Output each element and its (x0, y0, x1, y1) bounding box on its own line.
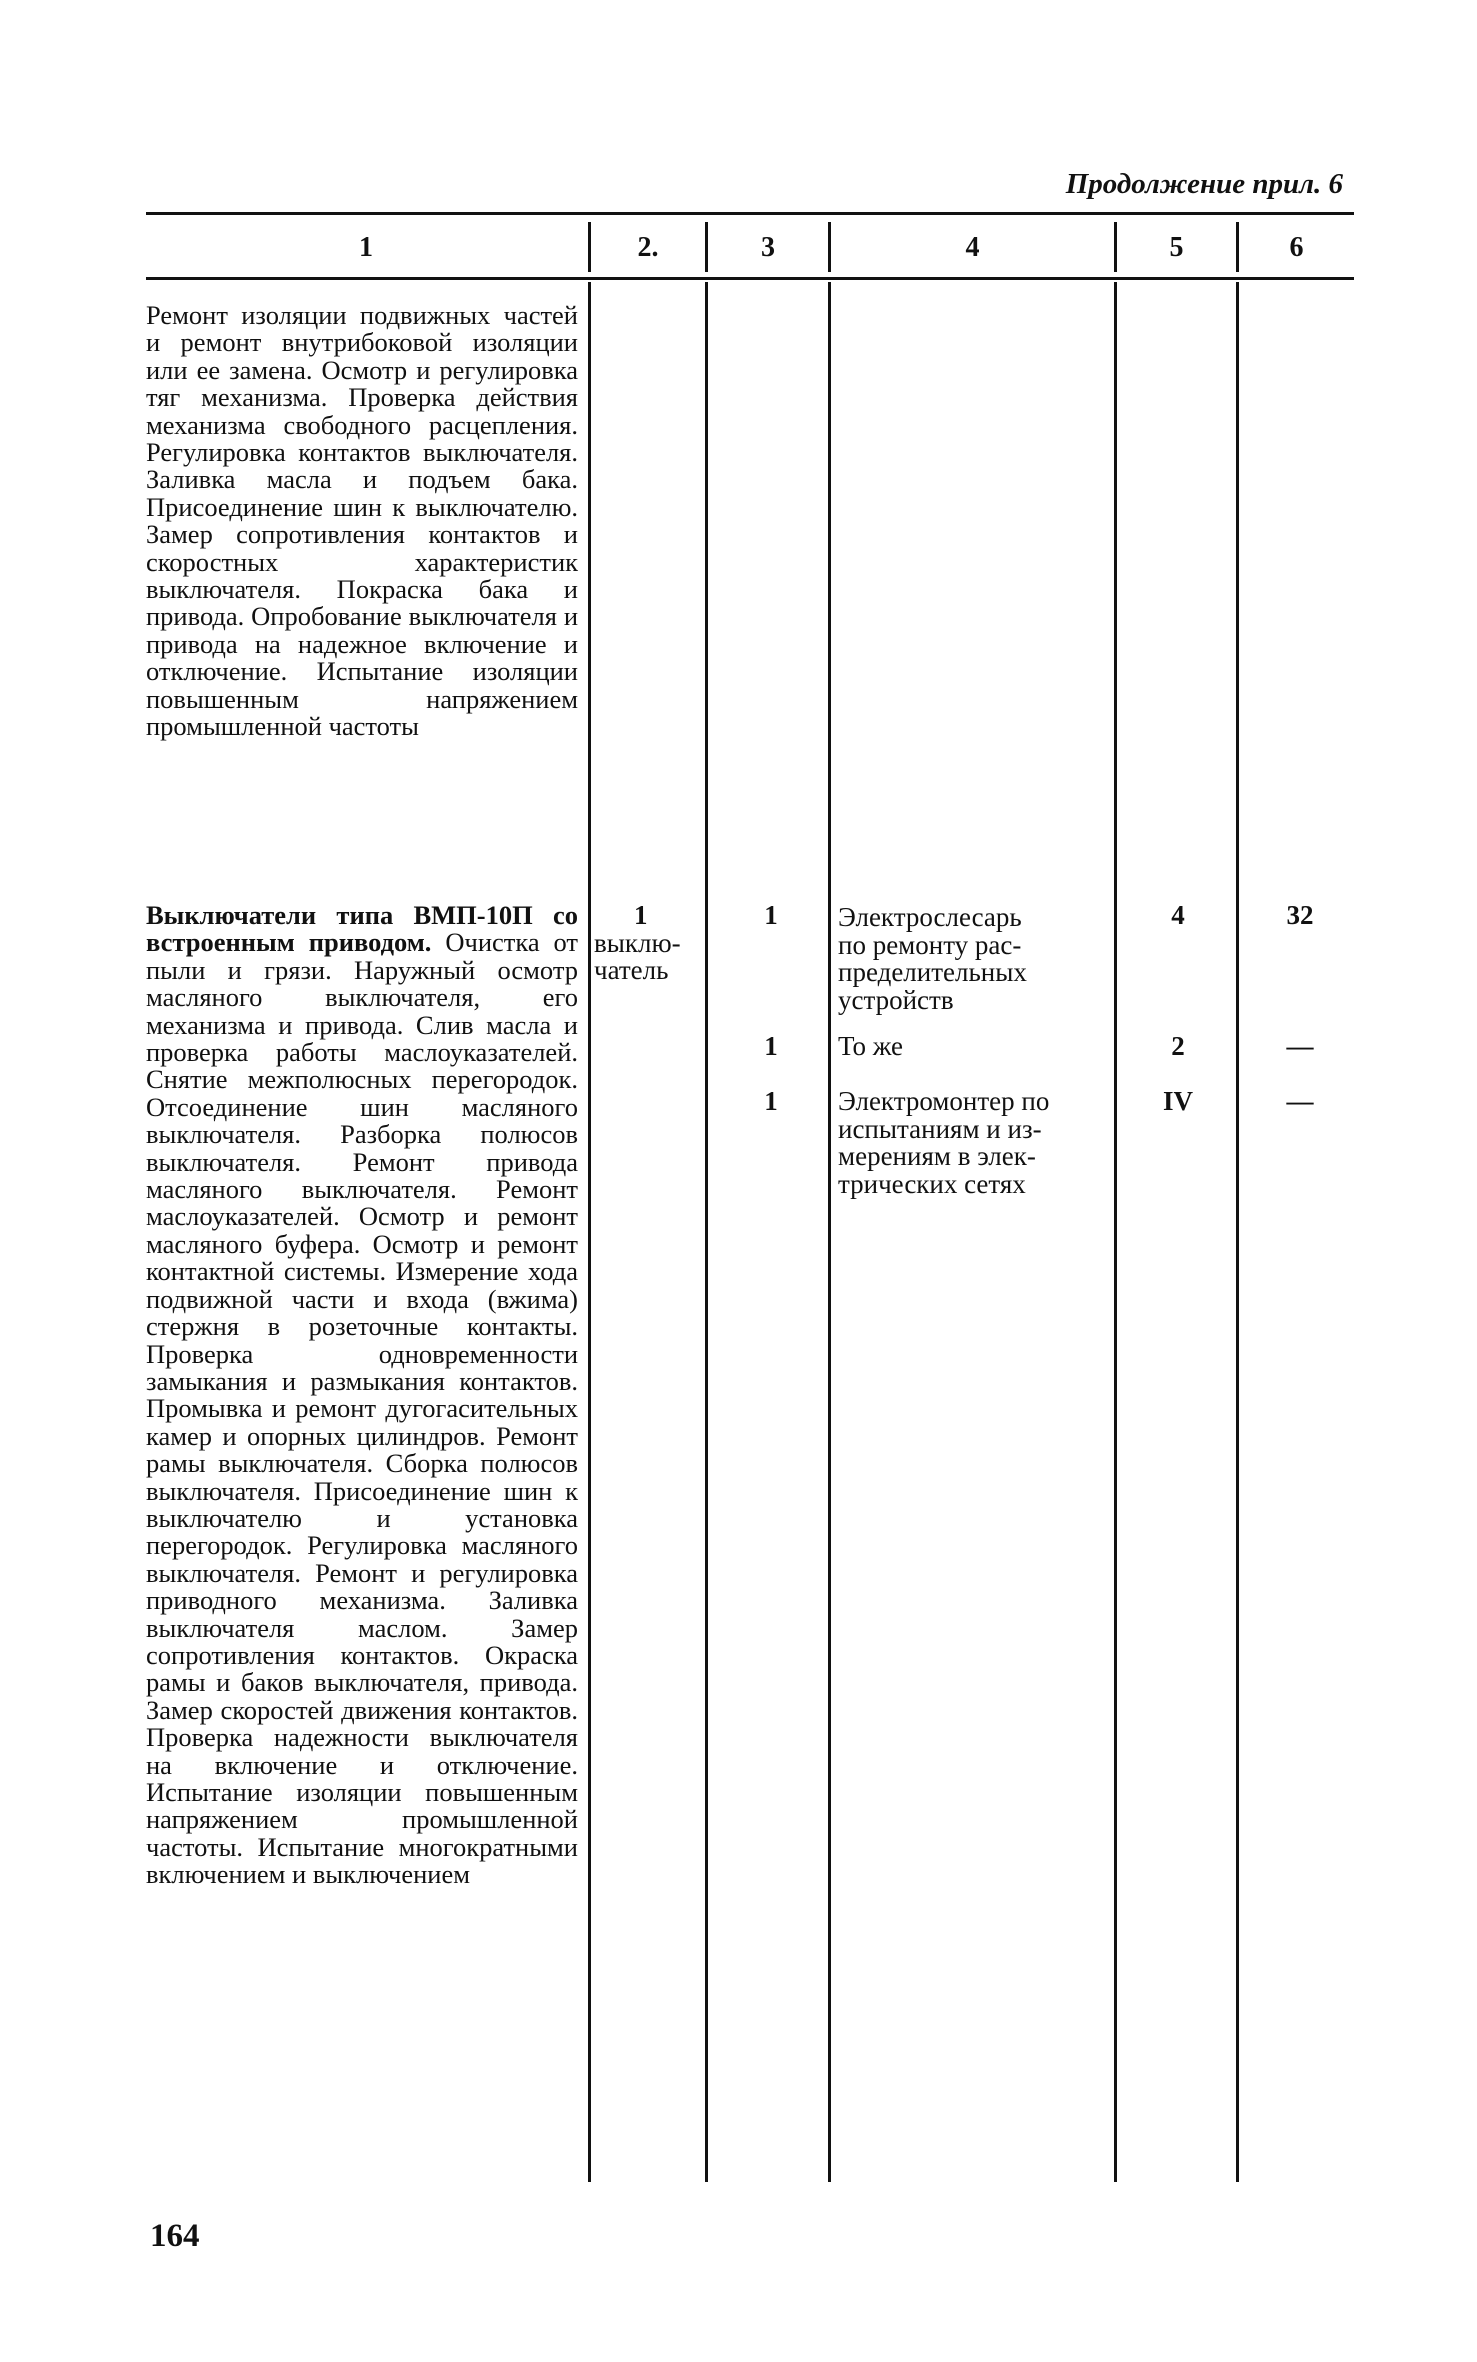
worker-2-grade: 2 (1171, 1031, 1185, 1061)
col-header-4: 4 (965, 232, 980, 263)
worker-1-norm: 32 (1286, 900, 1314, 930)
row2-title: Выключатели типа ВМП-10П со встроенным приводом. (146, 900, 578, 958)
row2-unit-line: 1 (634, 900, 648, 930)
body-rule-3-4 (828, 282, 831, 2182)
col-header-6: 6 (1289, 232, 1304, 263)
body-rule-4-5 (1114, 282, 1117, 2182)
worker-3-grade: IV (1162, 1086, 1193, 1116)
worker-2-count: 1 (764, 1031, 778, 1061)
col-header-5: 5 (1169, 232, 1184, 263)
worker-2-norm: — (1286, 1031, 1314, 1061)
col-header-3: 3 (761, 232, 775, 263)
table-header-rule (146, 277, 1354, 280)
continuation-caption: Продолжение прил. 6 (1065, 168, 1343, 200)
worker-3-norm: — (1286, 1086, 1314, 1116)
worker-1-grade: 4 (1171, 900, 1185, 930)
row2-unit (594, 902, 710, 985)
table-top-rule (146, 212, 1354, 215)
worker-3-count: 1 (764, 1086, 778, 1116)
col-header-1: 1 (359, 232, 373, 263)
page-number: 164 (150, 2218, 200, 2254)
row2-unit-line: чатель (594, 955, 669, 985)
body-rule-5-6 (1236, 282, 1239, 2182)
worker-1-count: 1 (764, 900, 778, 930)
body-rule-1-2 (588, 282, 591, 2182)
body-rule-2-3 (705, 282, 708, 2182)
worker-1-profession: Электрослесарь по ремонту рас- пределительных устройств (838, 902, 1027, 1015)
row1-description: Ремонт изоляции подвижных частей и ремонт внутрибоковой изоляции или ее замена. Осмотр и регулировка тяг механизма. Проверка действия механизма свободного расцепления. Регулировка контактов выключателя. Заливка масла и подъем бака. Присоединение шин к выключателю. Замер сопротивления контактов и скоростных характеристик выключателя. Покраска бака и привода. Опробование выключателя и привода на надежное включение и отключение. Испытание изоляции повышенным напряжением промышленной частоты (146, 300, 578, 742)
col-header-2: 2. (637, 232, 659, 263)
row2-unit-line: выклю- (594, 927, 681, 958)
row2-body: Очистка от пыли и грязи. Наружный осмотр масляного выключателя, его механизма и привода. Слив масла и проверка работы маслоуказателей. Снятие межполюсных перегородок. Отсоединение шин масляного выключателя. Разборка полюсов выключателя. Ремонт привода масляного выключателя. Ремонт маслоуказателей. Осмотр и ремонт масляного буфера. Осмотр и ремонт контактной системы. Измерение хода подвижной части и входа (вжима) стержня в розеточные контакты. Проверка одновременности замыкания и размыкания контактов. Промывка и ремонт дугогасительных камер и опорных цилиндров. Ремонт рамы выключателя. Сборка полюсов выключателя. Присоединение шин к выключателю и установка перегородок. Регулировка масляного выключателя. Ремонт и регулировка приводного механизма. Заливка выключателя маслом. Замер сопротивления контактов. Окраска рамы и баков выключателя, привода. Замер скоростей движения контактов. Проверка надежности выключателя на включение и отключение. Испытание изоляции повышенным напряжением промышленной частоты. Испытание многократными включением и выключением (146, 927, 578, 1890)
row2-description (146, 902, 578, 1889)
worker-2-profession: То же (838, 1031, 903, 1061)
worker-3-profession: Электромонтер по испытаниям и из- мерениям в элек- трических сетях (838, 1086, 1050, 1199)
